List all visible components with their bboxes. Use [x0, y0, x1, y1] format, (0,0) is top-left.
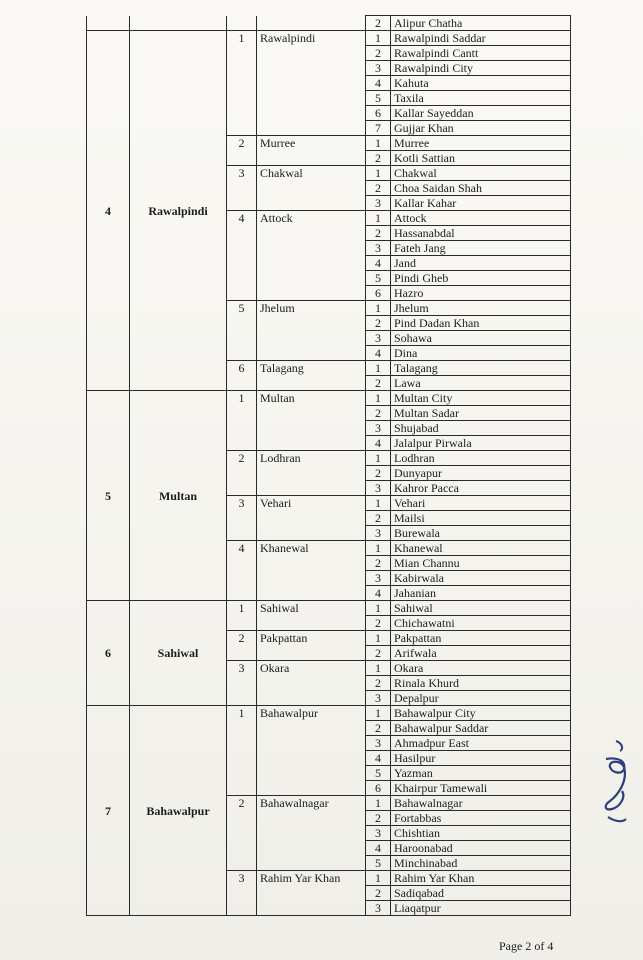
tehsil-sr-cell: 5 [366, 766, 391, 781]
district-name-cell: Rawalpindi [257, 31, 366, 136]
tehsil-name-cell: Gujjar Khan [391, 121, 571, 136]
tehsil-name-cell: Okara [391, 661, 571, 676]
tehsil-name-cell: Minchinabad [391, 856, 571, 871]
tehsil-sr-cell: 2 [366, 406, 391, 421]
tehsil-sr-cell: 4 [366, 346, 391, 361]
district-sr-cell: 3 [227, 496, 257, 541]
tehsil-sr-cell: 2 [366, 376, 391, 391]
tehsil-name-cell: Mian Channu [391, 556, 571, 571]
page-number: Page 2 of 4 [499, 939, 554, 953]
division-sr-cell: 7 [87, 706, 130, 916]
tehsil-sr-cell: 5 [366, 856, 391, 871]
tehsil-name-cell: Taxila [391, 91, 571, 106]
tehsil-sr-cell: 4 [366, 841, 391, 856]
tehsil-sr-cell: 3 [366, 736, 391, 751]
tehsil-name-cell: Choa Saidan Shah [391, 181, 571, 196]
tehsil-sr-cell: 2 [366, 316, 391, 331]
tehsil-sr-cell: 1 [366, 136, 391, 151]
tehsil-name-cell: Lawa [391, 376, 571, 391]
tehsil-sr-cell: 2 [366, 646, 391, 661]
tehsil-sr-cell: 2 [366, 886, 391, 901]
tehsil-sr-cell: 1 [366, 211, 391, 226]
tehsil-name-cell: Lodhran [391, 451, 571, 466]
tehsil-name-cell: Jalalpur Pirwala [391, 436, 571, 451]
tehsil-sr-cell: 1 [366, 391, 391, 406]
tehsil-sr-cell: 3 [366, 826, 391, 841]
tehsil-name-cell: Hazro [391, 286, 571, 301]
tehsil-name-cell: Yazman [391, 766, 571, 781]
division-sr-cell [87, 16, 130, 31]
tehsil-sr-cell: 1 [366, 631, 391, 646]
district-sr-cell: 1 [227, 706, 257, 796]
district-sr-cell: 3 [227, 871, 257, 916]
district-sr-cell: 5 [227, 301, 257, 361]
tehsil-sr-cell: 3 [366, 571, 391, 586]
tehsil-name-cell: Rahim Yar Khan [391, 871, 571, 886]
tehsil-sr-cell: 2 [366, 811, 391, 826]
tehsil-name-cell: Arifwala [391, 646, 571, 661]
district-sr-cell: 3 [227, 661, 257, 706]
tehsil-sr-cell: 6 [366, 781, 391, 796]
district-name-cell: Vehari [257, 496, 366, 541]
tehsil-name-cell: Rinala Khurd [391, 676, 571, 691]
tehsil-name-cell: Rawalpindi Cantt [391, 46, 571, 61]
district-sr-cell: 1 [227, 391, 257, 451]
tehsil-sr-cell: 2 [366, 16, 391, 31]
tehsil-name-cell: Bahawalpur City [391, 706, 571, 721]
tehsil-name-cell: Sadiqabad [391, 886, 571, 901]
division-name-cell: Bahawalpur [130, 706, 227, 916]
table-row [87, 601, 571, 616]
tehsil-sr-cell: 1 [366, 31, 391, 46]
tehsil-name-cell: Khanewal [391, 541, 571, 556]
tehsil-name-cell: Chishtian [391, 826, 571, 841]
tehsil-name-cell: Mailsi [391, 511, 571, 526]
tehsil-sr-cell: 4 [366, 436, 391, 451]
tehsil-name-cell: Burewala [391, 526, 571, 541]
district-name-cell: Khanewal [257, 541, 366, 601]
tehsil-sr-cell: 2 [366, 511, 391, 526]
tehsil-name-cell: Pakpattan [391, 631, 571, 646]
tehsil-sr-cell: 1 [366, 496, 391, 511]
district-name-cell: Sahiwal [257, 601, 366, 631]
district-sr-cell: 2 [227, 796, 257, 871]
tehsil-name-cell: Dina [391, 346, 571, 361]
tehsil-sr-cell: 1 [366, 541, 391, 556]
table-row [87, 706, 571, 721]
district-sr-cell [227, 16, 257, 31]
tehsil-sr-cell: 1 [366, 451, 391, 466]
tehsil-name-cell: Shujabad [391, 421, 571, 436]
tehsil-sr-cell: 2 [366, 151, 391, 166]
district-sr-cell: 3 [227, 166, 257, 211]
tehsil-name-cell: Attock [391, 211, 571, 226]
tehsil-name-cell: Liaqatpur [391, 901, 571, 916]
tehsil-name-cell: Kallar Sayeddan [391, 106, 571, 121]
tehsil-sr-cell: 3 [366, 691, 391, 706]
tehsil-name-cell: Jhelum [391, 301, 571, 316]
tehsil-sr-cell: 5 [366, 91, 391, 106]
tehsil-name-cell: Haroonabad [391, 841, 571, 856]
tehsil-sr-cell: 1 [366, 301, 391, 316]
tehsil-name-cell: Rawalpindi City [391, 61, 571, 76]
tehsil-name-cell: Murree [391, 136, 571, 151]
tehsil-name-cell: Depalpur [391, 691, 571, 706]
tehsil-name-cell: Sohawa [391, 331, 571, 346]
tehsil-name-cell: Dunyapur [391, 466, 571, 481]
table-row [87, 31, 571, 46]
tehsil-sr-cell: 3 [366, 526, 391, 541]
district-name-cell: Okara [257, 661, 366, 706]
table-row [87, 16, 571, 31]
tehsil-sr-cell: 2 [366, 721, 391, 736]
division-sr-cell: 5 [87, 391, 130, 601]
tehsil-name-cell: Hassanabdal [391, 226, 571, 241]
district-name-cell [257, 16, 366, 31]
tehsil-sr-cell: 2 [366, 181, 391, 196]
district-name-cell: Rahim Yar Khan [257, 871, 366, 916]
district-sr-cell: 4 [227, 541, 257, 601]
table-row [87, 391, 571, 406]
tehsil-name-cell: Chakwal [391, 166, 571, 181]
tehsil-sr-cell: 3 [366, 241, 391, 256]
tehsil-sr-cell: 6 [366, 286, 391, 301]
tehsil-name-cell: Kotli Sattian [391, 151, 571, 166]
tehsil-sr-cell: 2 [366, 226, 391, 241]
tehsil-sr-cell: 3 [366, 901, 391, 916]
tehsil-name-cell: Jahanian [391, 586, 571, 601]
admin-units-table [86, 15, 571, 916]
district-name-cell: Lodhran [257, 451, 366, 496]
tehsil-name-cell: Rawalpindi Saddar [391, 31, 571, 46]
tehsil-name-cell: Fortabbas [391, 811, 571, 826]
division-sr-cell: 4 [87, 31, 130, 391]
tehsil-name-cell: Jand [391, 256, 571, 271]
district-sr-cell: 2 [227, 136, 257, 166]
tehsil-sr-cell: 1 [366, 871, 391, 886]
tehsil-sr-cell: 2 [366, 556, 391, 571]
district-name-cell: Murree [257, 136, 366, 166]
tehsil-sr-cell: 2 [366, 466, 391, 481]
tehsil-sr-cell: 4 [366, 751, 391, 766]
tehsil-sr-cell: 1 [366, 661, 391, 676]
district-sr-cell: 1 [227, 31, 257, 136]
tehsil-name-cell: Khairpur Tamewali [391, 781, 571, 796]
tehsil-name-cell: Kahror Pacca [391, 481, 571, 496]
tehsil-sr-cell: 1 [366, 601, 391, 616]
tehsil-name-cell: Talagang [391, 361, 571, 376]
tehsil-sr-cell: 3 [366, 421, 391, 436]
division-name-cell: Sahiwal [130, 601, 227, 706]
district-name-cell: Attock [257, 211, 366, 301]
signature-initials [598, 737, 632, 829]
tehsil-name-cell: Multan City [391, 391, 571, 406]
tehsil-sr-cell: 1 [366, 706, 391, 721]
district-name-cell: Pakpattan [257, 631, 366, 661]
tehsil-sr-cell: 4 [366, 76, 391, 91]
tehsil-sr-cell: 6 [366, 106, 391, 121]
district-sr-cell: 4 [227, 211, 257, 301]
tehsil-name-cell: Kahuta [391, 76, 571, 91]
division-name-cell: Rawalpindi [130, 31, 227, 391]
district-name-cell: Multan [257, 391, 366, 451]
district-sr-cell: 2 [227, 631, 257, 661]
tehsil-name-cell: Pindi Gheb [391, 271, 571, 286]
table-body [87, 16, 571, 916]
tehsil-name-cell: Fateh Jang [391, 241, 571, 256]
tehsil-name-cell: Pind Dadan Khan [391, 316, 571, 331]
division-name-cell: Multan [130, 391, 227, 601]
tehsil-name-cell: Chichawatni [391, 616, 571, 631]
tehsil-name-cell: Hasilpur [391, 751, 571, 766]
tehsil-name-cell: Kallar Kahar [391, 196, 571, 211]
tehsil-sr-cell: 1 [366, 166, 391, 181]
tehsil-sr-cell: 7 [366, 121, 391, 136]
tehsil-name-cell: Sahiwal [391, 601, 571, 616]
tehsil-sr-cell: 3 [366, 331, 391, 346]
tehsil-sr-cell: 3 [366, 196, 391, 211]
tehsil-sr-cell: 5 [366, 271, 391, 286]
tehsil-sr-cell: 1 [366, 796, 391, 811]
tehsil-sr-cell: 3 [366, 481, 391, 496]
district-name-cell: Chakwal [257, 166, 366, 211]
tehsil-sr-cell: 2 [366, 46, 391, 61]
district-sr-cell: 1 [227, 601, 257, 631]
tehsil-name-cell: Multan Sadar [391, 406, 571, 421]
tehsil-name-cell: Alipur Chatha [391, 16, 571, 31]
tehsil-name-cell: Ahmadpur East [391, 736, 571, 751]
tehsil-sr-cell: 2 [366, 616, 391, 631]
division-sr-cell: 6 [87, 601, 130, 706]
district-name-cell: Jhelum [257, 301, 366, 361]
tehsil-name-cell: Bahawalnagar [391, 796, 571, 811]
tehsil-sr-cell: 1 [366, 361, 391, 376]
district-name-cell: Talagang [257, 361, 366, 391]
tehsil-name-cell: Bahawalpur Saddar [391, 721, 571, 736]
district-name-cell: Bahawalnagar [257, 796, 366, 871]
tehsil-sr-cell: 4 [366, 586, 391, 601]
division-name-cell [130, 16, 227, 31]
tehsil-sr-cell: 3 [366, 61, 391, 76]
district-sr-cell: 6 [227, 361, 257, 391]
district-sr-cell: 2 [227, 451, 257, 496]
tehsil-name-cell: Vehari [391, 496, 571, 511]
district-name-cell: Bahawalpur [257, 706, 366, 796]
tehsil-sr-cell: 4 [366, 256, 391, 271]
tehsil-name-cell: Kabirwala [391, 571, 571, 586]
tehsil-sr-cell: 2 [366, 676, 391, 691]
